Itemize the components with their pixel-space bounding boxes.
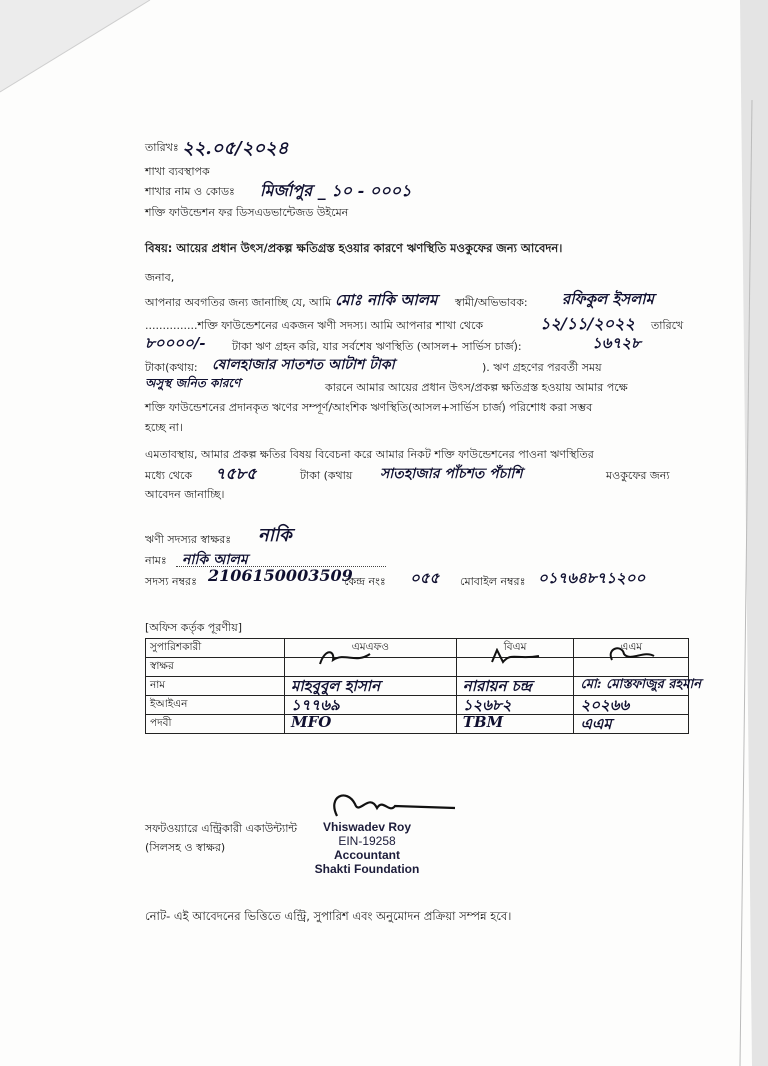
para2-text2: মধ্যে থেকে — [145, 469, 193, 482]
name-cell-mfo: মাহবুবুল হাসান — [285, 677, 457, 696]
mobile-value: ০১৭৬৪৮৭১২০০ — [538, 569, 646, 587]
stamp-name: Vhiswadev Roy — [322, 820, 412, 834]
row-label-designation: পদবী — [146, 715, 285, 734]
member-signature-label: ঋণী সদস্যর স্বাক্ষরঃ — [145, 533, 232, 546]
para1-text8: কারনে আমার আয়ের প্রধান উৎস/প্রকল্প ক্ষতিগ্রস্ত হওয়ায় আমার পক্ষে — [325, 381, 628, 394]
balance-words-handwritten: ষোলহাজার সাতশত আটাশ টাকা — [212, 357, 395, 373]
table-row — [146, 658, 689, 677]
center-value: ০৫৫ — [410, 569, 440, 587]
member-id-value: 2106150003509 — [208, 566, 353, 585]
accountant-label: সফটওয়্যারে এন্ট্রিকারী একাউন্ট্যান্ট — [145, 822, 298, 835]
para1-text5: টাকা ঋণ গ্রহন করি, যার সর্বশেষ ঋণস্থিতি (আসল+ সার্ভিস চার্জ): — [232, 340, 522, 353]
office-use-title: [অফিস কর্তৃক পূরণীয়] — [145, 621, 242, 634]
header-mfo: এমএফও — [285, 639, 457, 658]
row-label-name: নাম — [146, 677, 285, 696]
designation-cell-mfo: MFO — [285, 715, 457, 734]
date-label: তারিখঃ — [145, 141, 179, 154]
member-name-label: নামঃ — [145, 554, 167, 567]
para2-text4: মওকুফের জন্য — [606, 469, 670, 482]
addressee-title: শাখা ব্যবস্থাপক — [145, 165, 210, 178]
office-table — [145, 638, 701, 734]
member-signature: নাকি — [258, 525, 292, 546]
accountant-seal-note: (সিলসহ ও স্বাক্ষর) — [145, 841, 226, 854]
waive-amount-handwritten: ৭৫৮৫ — [215, 464, 257, 483]
date-value: ২২.০৫/২০২৪ — [182, 138, 289, 159]
para1-text1: আপনার অবগতির জন্য জানাচ্ছি যে, আমি — [145, 296, 332, 309]
designation-cell-bm: TBM — [456, 715, 574, 734]
para1-text4: তারিখে — [651, 319, 684, 332]
member-id-label: সদস্য নম্বরঃ — [145, 575, 197, 588]
para2-text5: আবেদন জানাচ্ছি। — [145, 488, 225, 501]
name-cell-am: মো: মোস্তফাজুর রহমান — [574, 677, 689, 696]
ein-cell-mfo: ১৭৭৬৯ — [285, 696, 457, 715]
bm-signature-scribble — [487, 648, 547, 666]
header-recommender: সুপারিশকারী — [146, 639, 285, 658]
para1-text9: শক্তি ফাউন্ডেশনের প্রদানকৃত ঋণের সম্পূর্ণ/আংশিক ঋণস্থিতি(আসল+সার্ভিস চার্জ) পরিশোধ করা সম্ভব — [145, 401, 593, 414]
mfo-signature-scribble — [315, 648, 375, 666]
dotted-blank: ............... — [145, 319, 198, 332]
name-cell-bm: নারায়ন চন্দ্র — [456, 677, 574, 696]
organization-line: শক্তি ফাউন্ডেশন ফর ডিসএডভান্টেজড উইমেন — [145, 206, 349, 219]
am-signature-scribble — [604, 644, 664, 664]
para2-text1: এমতাবস্থায়, আমার প্রকল্প ক্ষতির বিষয় বিবেচনা করে আমার নিকট শক্তি ফাউন্ডেশনের পাওনা ঋণস্থিতির — [145, 448, 594, 461]
date-line — [145, 141, 179, 155]
stamp-org: Shakti Foundation — [314, 862, 420, 876]
para1-text7: ). ঋণ গ্রহণের পরবর্তী সময় — [482, 361, 602, 374]
subject-line: বিষয়: আয়ের প্রধান উৎস/প্রকল্প ক্ষতিগ্রস্ত হওয়ার কারণে ঋণস্থিতি মওকুফের জন্য আবেদন। — [145, 241, 563, 255]
header-bm: বিএম — [456, 639, 574, 658]
salutation: জনাব, — [145, 271, 175, 284]
row-label-ein: ইআইএন — [146, 696, 285, 715]
guardian-name-handwritten: রফিকুল ইসলাম — [562, 290, 654, 308]
stamp-title: Accountant — [334, 848, 400, 862]
footer-note: নোট- এই আবেদনের ভিত্তিতে এন্ট্রি, সুপারিশ এবং অনুমোদন প্রক্রিয়া সম্পন্ন হবে। — [145, 909, 512, 923]
para1-text10: হচ্ছে না। — [145, 421, 183, 434]
table-row — [146, 715, 689, 734]
row-label-signature: স্বাক্ষর — [146, 658, 285, 677]
waive-words-handwritten: সাতহাজার পাঁচশত পঁচাশি — [380, 466, 523, 482]
ein-cell-am: ২০২৬৬ — [574, 696, 689, 715]
loan-date-handwritten: ১২/১১/২০২২ — [540, 314, 635, 333]
branch-value: মির্জাপুর _ ১০ - ০০০১ — [260, 181, 412, 200]
ein-cell-bm: ১২৬৮২ — [456, 696, 574, 715]
signature-cell-am — [574, 658, 689, 677]
signature-cell-mfo — [285, 658, 457, 677]
para1-text2: স্বামী/অভিভাবক: — [455, 296, 528, 309]
member-name-handwritten: মোঃ নাকি আলম — [335, 291, 438, 309]
para1-text3: শক্তি ফাউন্ডেশনের একজন ঋণী সদস্য। আমি আপনার শাখা থেকে — [197, 319, 484, 332]
mobile-label: মোবাইল নম্বরঃ — [460, 575, 526, 588]
accountant-stamp — [296, 820, 438, 876]
balance-handwritten: ১৬৭২৮ — [592, 334, 641, 352]
para2-text3: টাকা (কথায় — [300, 469, 353, 482]
signature-cell-bm — [456, 658, 574, 677]
branch-label: শাখার নাম ও কোডঃ — [145, 185, 235, 198]
table-row — [146, 696, 689, 715]
designation-cell-am: এএম — [574, 715, 689, 734]
stamp-ein: EIN-19258 — [338, 834, 396, 848]
para1-text6: টাকা(কথায়: — [145, 361, 198, 374]
loan-amount-handwritten: ৮০০০০/- — [145, 334, 206, 352]
cause-handwritten: অসুস্থ জনিত কারণে — [145, 376, 241, 390]
center-label: কেন্দ্র নংঃ — [344, 575, 386, 588]
para1-text3-line — [145, 319, 483, 333]
table-row — [146, 677, 689, 696]
header-am: এএম — [574, 639, 689, 658]
member-name-value: নাকি আলম — [182, 552, 248, 568]
